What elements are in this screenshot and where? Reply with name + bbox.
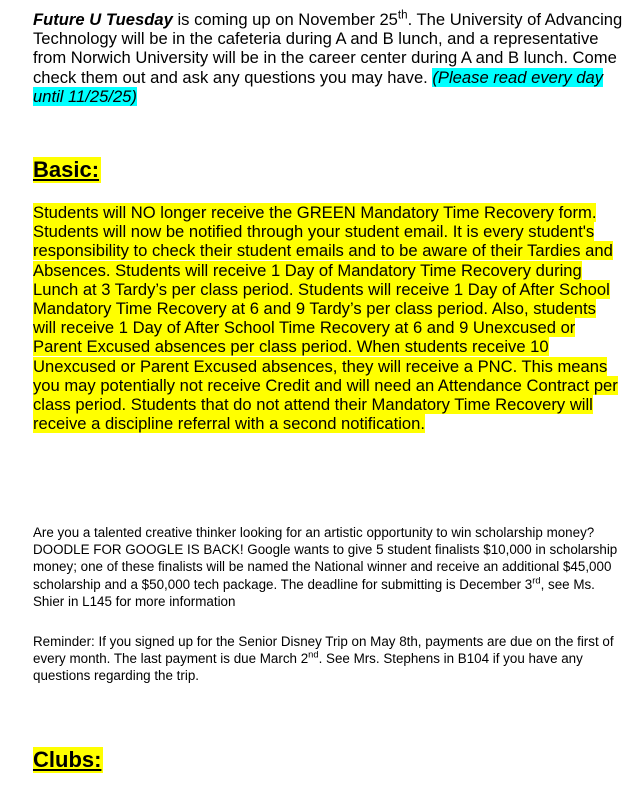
clubs-heading: Clubs: <box>33 747 102 772</box>
basic-announcement <box>33 203 623 433</box>
future-u-title: Future U Tuesday <box>33 10 173 29</box>
announcements-page <box>33 8 623 772</box>
future-u-announcement <box>33 10 623 106</box>
future-u-text-1: is coming up on November 25 <box>172 10 398 29</box>
doodle-announcement <box>33 524 623 610</box>
future-u-read-note: (Please read every day until 11/25/25) <box>33 67 604 106</box>
disney-trip-reminder <box>33 633 623 685</box>
reminder-text-1: Reminder: If you signed up for the Senior Disney Trip on May 8th, payments are due on the first of every month. The last payment is due March 2 <box>33 634 614 667</box>
future-u-date-sup: th <box>397 8 408 22</box>
basic-body: Students will NO longer receive the GREEN Mandatory Time Recovery form. Students will now be notified through your student email. It is every student's responsibility to check their student emails and to be aware of their Tardies and Absences. Students will receive 1 Day of Mandatory Time Recovery during Lunch at 3 Tardy’s per class period. Students will receive 1 Day of After School Mandatory Time Recovery at 6 and 9 Tardy’s per class period. Also, students will receive 1 Day of After School Time Recovery at 6 and 9 Unexcused or Parent Excused absences per class period. When students receive 10 Unexcused or Parent Excused absences, they will receive a PNC. This means you may potentially not receive Credit and will need an Attendance Contract per class period. Students that do not attend their Mandatory Time Recovery will receive a discipline referral with a second notification. <box>33 203 618 434</box>
reminder-text-2: . See Mrs. Stephens in B104 if you have any questions regarding the trip. <box>33 651 583 684</box>
future-u-text-2: . The University of Advancing Technology will be in the cafeteria during A and B lunch, and a representative from Norwich University will be in the career center during A and B lunch. Come check them out and ask any questions you may have. <box>33 10 623 87</box>
doodle-text-2: , see Ms. Shier in L145 for more information <box>33 576 595 609</box>
doodle-text-1: Are you a talented creative thinker looking for an artistic opportunity to win scholarship money? DOODLE FOR GOOGLE IS BACK! Google wants to give 5 student finalists $10,000 in scholarship money; one of these finalists will be named the National winner and receive an additional $45,000 scholarship and a $50,000 tech package. The deadline for submitting is December 3 <box>33 525 618 592</box>
basic-heading: Basic: <box>33 157 100 182</box>
reminder-date-sup: nd <box>308 649 319 660</box>
doodle-date-sup: rd <box>532 575 541 586</box>
